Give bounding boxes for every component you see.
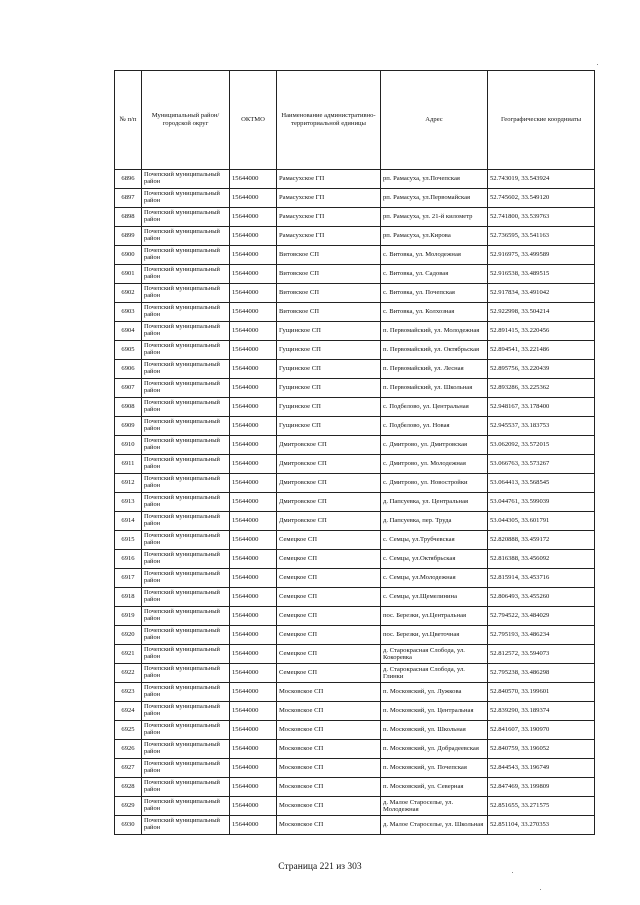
header-admin-unit: Наименование административно-территориальной единицы [277,71,381,170]
row-number: 6929 [115,797,142,816]
oktmo-code: 15644000 [230,683,277,702]
coordinates: 53.064413, 33.568545 [488,474,595,493]
table-row [115,303,595,322]
table-row [115,531,595,550]
oktmo-code: 15644000 [230,284,277,303]
address: п. Московский, ул. Лужкова [381,683,488,702]
district-name: Почепский муниципальный район [142,303,230,322]
table-row [115,189,595,208]
address: п. Московский, ул. Почепская [381,759,488,778]
admin-unit: Семецкое СП [277,531,381,550]
row-number: 6925 [115,721,142,740]
address: п. Первомайский, ул. Молодежная [381,322,488,341]
district-name: Почепский муниципальный район [142,398,230,417]
district-name: Почепский муниципальный район [142,246,230,265]
admin-unit: Московское СП [277,683,381,702]
district-name: Почепский муниципальный район [142,664,230,683]
row-number: 6912 [115,474,142,493]
oktmo-code: 15644000 [230,778,277,797]
coordinates: 53.044305, 33.601791 [488,512,595,531]
oktmo-code: 15644000 [230,322,277,341]
coordinates: 52.815914, 33.453716 [488,569,595,588]
address: п. Первомайский, ул. Октябрьская [381,341,488,360]
oktmo-code: 15644000 [230,569,277,588]
admin-unit: Московское СП [277,778,381,797]
header-district: Муниципальный район/городской округ [142,71,230,170]
table-row [115,170,595,189]
address: с. Дмитрово, ул. Молодежная [381,455,488,474]
coordinates: 52.806493, 33.455260 [488,588,595,607]
coordinates: 52.851655, 33.271575 [488,797,595,816]
row-number: 6922 [115,664,142,683]
coordinates: 53.062092, 33.572015 [488,436,595,455]
address: рп. Рамасуха, ул.Первомайская [381,189,488,208]
row-number: 6909 [115,417,142,436]
header-address: Адрес [381,71,488,170]
table-body [115,170,595,835]
coordinates: 52.844543, 33.196749 [488,759,595,778]
row-number: 6907 [115,379,142,398]
coordinates: 52.916975, 33.499589 [488,246,595,265]
oktmo-code: 15644000 [230,398,277,417]
admin-unit: Семецкое СП [277,645,381,664]
district-name: Почепский муниципальный район [142,569,230,588]
address: с. Семцы, ул.Трубчевская [381,531,488,550]
coordinates: 52.820888, 33.459172 [488,531,595,550]
district-name: Почепский муниципальный район [142,322,230,341]
oktmo-code: 15644000 [230,265,277,284]
oktmo-code: 15644000 [230,721,277,740]
address: рп. Рамасуха, ул.Почепская [381,170,488,189]
admin-unit: Витовское СП [277,303,381,322]
address: д. Папсуевка, ул. Центральная [381,493,488,512]
coordinates: 52.839290, 33.189374 [488,702,595,721]
oktmo-code: 15644000 [230,208,277,227]
address: с. Подбелово, ул. Новая [381,417,488,436]
row-number: 6918 [115,588,142,607]
table-row [115,208,595,227]
address: п. Московский, ул. Школьная [381,721,488,740]
address: пос. Березки, ул.Цветочная [381,626,488,645]
row-number: 6917 [115,569,142,588]
row-number: 6902 [115,284,142,303]
table-row [115,417,595,436]
admin-unit: Московское СП [277,721,381,740]
address: с. Дмитрово, ул. Новостройки [381,474,488,493]
coordinates: 52.895756, 33.220439 [488,360,595,379]
coordinates: 52.847469, 33.199809 [488,778,595,797]
address: п. Первомайский, ул. Школьная [381,379,488,398]
coordinates: 52.841607, 33.190970 [488,721,595,740]
row-number: 6911 [115,455,142,474]
coordinates: 52.745602, 33.549120 [488,189,595,208]
table-row [115,398,595,417]
coordinates: 52.916538, 33.489515 [488,265,595,284]
admin-unit: Рамасухское ГП [277,227,381,246]
table-row [115,683,595,702]
admin-unit: Рамасухское ГП [277,208,381,227]
address: д. Старокрасная Слобода, ул. Глинки [381,664,488,683]
admin-unit: Витовское СП [277,246,381,265]
oktmo-code: 15644000 [230,550,277,569]
oktmo-code: 15644000 [230,797,277,816]
district-name: Почепский муниципальный район [142,417,230,436]
coordinates: 52.945537, 33.183753 [488,417,595,436]
address: п. Московский, ул. Добрадеевская [381,740,488,759]
oktmo-code: 15644000 [230,626,277,645]
coordinates: 52.893286, 33.225362 [488,379,595,398]
address: с. Семцы, ул.Щемелинина [381,588,488,607]
address: с. Семцы, ул.Октябрьская [381,550,488,569]
coordinates: 52.812572, 33.594073 [488,645,595,664]
scan-speck [597,64,598,65]
district-name: Почепский муниципальный район [142,588,230,607]
row-number: 6927 [115,759,142,778]
admin-unit: Гущинское СП [277,341,381,360]
district-name: Почепский муниципальный район [142,493,230,512]
district-name: Почепский муниципальный район [142,208,230,227]
coordinates: 52.794522, 33.484029 [488,607,595,626]
row-number: 6898 [115,208,142,227]
row-number: 6920 [115,626,142,645]
row-number: 6905 [115,341,142,360]
district-name: Почепский муниципальный район [142,512,230,531]
row-number: 6919 [115,607,142,626]
coordinates: 52.840759, 33.196052 [488,740,595,759]
admin-unit: Рамасухское ГП [277,189,381,208]
admin-unit: Семецкое СП [277,664,381,683]
district-name: Почепский муниципальный район [142,740,230,759]
address: п. Московский, ул. Центральная [381,702,488,721]
page-number: Страница 221 из 303 [278,862,362,872]
oktmo-code: 15644000 [230,227,277,246]
table-row [115,436,595,455]
table-row [115,360,595,379]
admin-unit: Витовское СП [277,284,381,303]
table-row [115,265,595,284]
row-number: 6910 [115,436,142,455]
row-number: 6906 [115,360,142,379]
coordinates: 52.840570, 33.199601 [488,683,595,702]
admin-unit: Семецкое СП [277,569,381,588]
oktmo-code: 15644000 [230,493,277,512]
oktmo-code: 15644000 [230,645,277,664]
table-row [115,645,595,664]
district-name: Почепский муниципальный район [142,189,230,208]
coordinates: 52.795193, 33.486234 [488,626,595,645]
district-name: Почепский муниципальный район [142,702,230,721]
admin-unit: Московское СП [277,702,381,721]
district-name: Почепский муниципальный район [142,265,230,284]
row-number: 6915 [115,531,142,550]
address: д. Папсуевка, пер. Труда [381,512,488,531]
oktmo-code: 15644000 [230,512,277,531]
admin-unit: Гущинское СП [277,398,381,417]
row-number: 6924 [115,702,142,721]
address: с. Семцы, ул.Молодежная [381,569,488,588]
admin-unit: Семецкое СП [277,626,381,645]
coordinates: 52.816388, 33.456092 [488,550,595,569]
admin-unit: Гущинское СП [277,360,381,379]
district-name: Почепский муниципальный район [142,170,230,189]
admin-unit: Семецкое СП [277,550,381,569]
oktmo-code: 15644000 [230,816,277,835]
admin-unit: Дмитровское СП [277,493,381,512]
coordinates: 52.736595, 33.541163 [488,227,595,246]
header-oktmo: ОКТМО [230,71,277,170]
oktmo-code: 15644000 [230,436,277,455]
admin-unit: Семецкое СП [277,588,381,607]
district-name: Почепский муниципальный район [142,227,230,246]
district-name: Почепский муниципальный район [142,341,230,360]
row-number: 6903 [115,303,142,322]
admin-unit: Дмитровское СП [277,512,381,531]
oktmo-code: 15644000 [230,759,277,778]
admin-unit: Дмитровское СП [277,436,381,455]
oktmo-code: 15644000 [230,531,277,550]
table-row [115,588,595,607]
row-number: 6916 [115,550,142,569]
row-number: 6900 [115,246,142,265]
table-row [115,550,595,569]
table-row [115,322,595,341]
address: с. Витовка, ул. Почепская [381,284,488,303]
district-name: Почепский муниципальный район [142,759,230,778]
admin-unit: Гущинское СП [277,379,381,398]
table-row [115,664,595,683]
table-row [115,626,595,645]
table-row [115,607,595,626]
oktmo-code: 15644000 [230,379,277,398]
table-row [115,341,595,360]
address: с. Витовка, ул. Молодежная [381,246,488,265]
row-number: 6901 [115,265,142,284]
admin-unit: Дмитровское СП [277,455,381,474]
oktmo-code: 15644000 [230,417,277,436]
oktmo-code: 15644000 [230,474,277,493]
address: с. Подбелово, ул. Центральная [381,398,488,417]
table-row [115,740,595,759]
admin-unit: Московское СП [277,816,381,835]
row-number: 6896 [115,170,142,189]
table-row [115,246,595,265]
oktmo-code: 15644000 [230,588,277,607]
address: рп. Рамасуха, ул. 21-й километр [381,208,488,227]
oktmo-code: 15644000 [230,341,277,360]
row-number: 6921 [115,645,142,664]
district-name: Почепский муниципальный район [142,360,230,379]
admin-unit: Московское СП [277,740,381,759]
oktmo-code: 15644000 [230,303,277,322]
address: с. Дмитрово, ул. Дмитровская [381,436,488,455]
district-name: Почепский муниципальный район [142,531,230,550]
oktmo-code: 15644000 [230,607,277,626]
coordinates: 52.795238, 33.486298 [488,664,595,683]
table-row [115,816,595,835]
row-number: 6908 [115,398,142,417]
coordinates: 53.044761, 33.599039 [488,493,595,512]
admin-unit: Московское СП [277,797,381,816]
district-name: Почепский муниципальный район [142,284,230,303]
row-number: 6904 [115,322,142,341]
district-name: Почепский муниципальный район [142,683,230,702]
oktmo-code: 15644000 [230,360,277,379]
oktmo-code: 15644000 [230,246,277,265]
oktmo-code: 15644000 [230,740,277,759]
coordinates: 52.851104, 33.270353 [488,816,595,835]
coordinates: 52.741800, 33.539763 [488,208,595,227]
address: д. Малое Староселье, ул. Школьная [381,816,488,835]
coordinates: 52.917834, 33.491042 [488,284,595,303]
district-name: Почепский муниципальный район [142,474,230,493]
coordinates: 52.743019, 33.543924 [488,170,595,189]
table-row [115,797,595,816]
district-name: Почепский муниципальный район [142,455,230,474]
header-number: № п/п [115,71,142,170]
district-name: Почепский муниципальный район [142,626,230,645]
district-name: Почепский муниципальный район [142,816,230,835]
row-number: 6897 [115,189,142,208]
oktmo-code: 15644000 [230,455,277,474]
row-number: 6928 [115,778,142,797]
district-name: Почепский муниципальный район [142,550,230,569]
address: с. Витовка, ул. Колхозная [381,303,488,322]
header-coordinates: Географические коордниаты [488,71,595,170]
admin-unit: Семецкое СП [277,607,381,626]
table-row [115,702,595,721]
table-row [115,455,595,474]
admin-unit: Витовское СП [277,265,381,284]
scan-speck [540,889,541,890]
row-number: 6914 [115,512,142,531]
address: п. Московский, ул. Северная [381,778,488,797]
district-name: Почепский муниципальный район [142,797,230,816]
coordinates: 52.948167, 33.178400 [488,398,595,417]
scan-speck [512,872,513,873]
table-row [115,721,595,740]
admin-unit: Гущинское СП [277,417,381,436]
address: п. Первомайский, ул. Лесная [381,360,488,379]
row-number: 6923 [115,683,142,702]
admin-unit: Московское СП [277,759,381,778]
address: д. Малое Староселье, ул. Молодежная [381,797,488,816]
row-number: 6926 [115,740,142,759]
table-header-row [115,71,595,170]
coordinates: 53.066763, 33.573267 [488,455,595,474]
district-name: Почепский муниципальный район [142,379,230,398]
district-name: Почепский муниципальный район [142,721,230,740]
oktmo-code: 15644000 [230,702,277,721]
table-row [115,227,595,246]
coordinates: 52.891415, 33.220456 [488,322,595,341]
address: с. Витовка, ул. Садовая [381,265,488,284]
district-name: Почепский муниципальный район [142,645,230,664]
oktmo-code: 15644000 [230,664,277,683]
table-header [115,71,595,170]
row-number: 6913 [115,493,142,512]
district-name: Почепский муниципальный район [142,436,230,455]
coordinates: 52.894541, 33.221486 [488,341,595,360]
table-row [115,778,595,797]
table-row [115,512,595,531]
table-row [115,379,595,398]
address: д. Старокрасная Слобода, ул. Кокоревка [381,645,488,664]
table-row [115,474,595,493]
address: пос. Березки, ул.Центральная [381,607,488,626]
oktmo-code: 15644000 [230,189,277,208]
coordinates: 52.922998, 33.504214 [488,303,595,322]
admin-unit: Гущинское СП [277,322,381,341]
row-number: 6899 [115,227,142,246]
table-row [115,284,595,303]
district-name: Почепский муниципальный район [142,607,230,626]
table-row [115,759,595,778]
address: рп. Рамасуха, ул.Кирова [381,227,488,246]
table-row [115,569,595,588]
admin-unit: Дмитровское СП [277,474,381,493]
address-table [114,70,595,835]
admin-unit: Рамасухское ГП [277,170,381,189]
row-number: 6930 [115,816,142,835]
oktmo-code: 15644000 [230,170,277,189]
table-row [115,493,595,512]
district-name: Почепский муниципальный район [142,778,230,797]
